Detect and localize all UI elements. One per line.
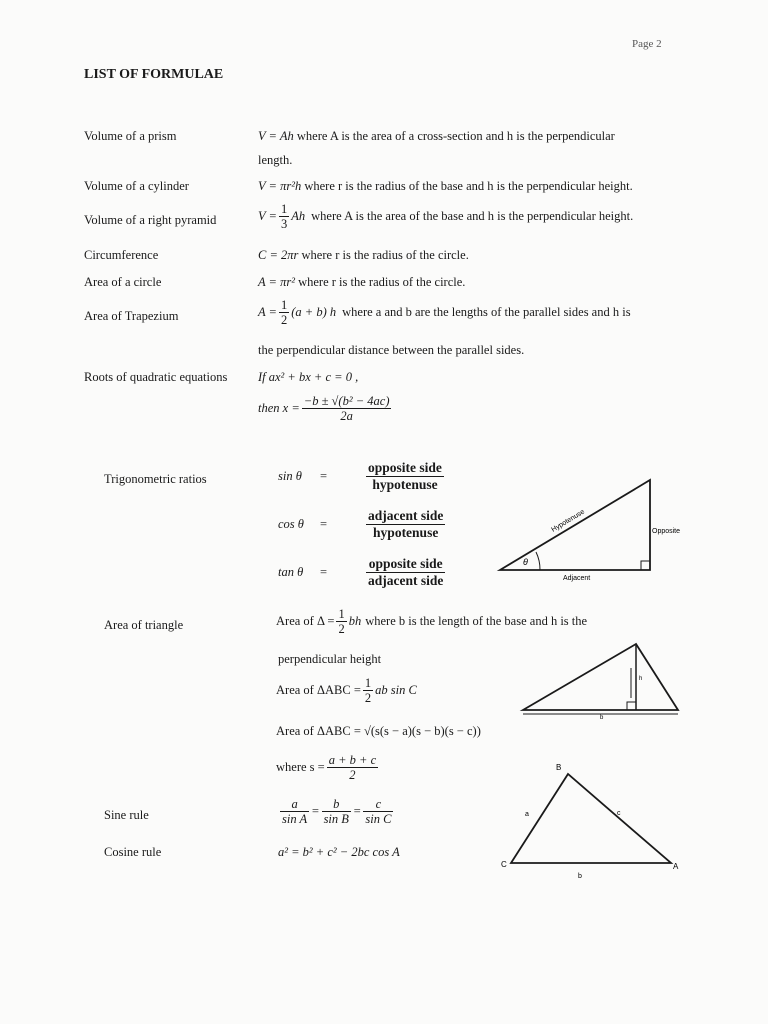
height-label: h xyxy=(639,676,643,682)
height-triangle-shape xyxy=(523,644,678,710)
trapezium-desc-2: the perpendicular distance between the parallel sides. xyxy=(258,343,525,357)
sine-f3-den: sin C xyxy=(365,812,392,827)
formula-prism xyxy=(258,129,615,144)
pyramid-desc: where A is the area of the base and h is the perpendicular height. xyxy=(311,209,634,224)
formula-pyramid xyxy=(258,202,633,232)
trapezium-fraction xyxy=(279,298,289,328)
triangle-l3-den: 2 xyxy=(364,691,372,706)
triangle-area-line4: Area of ΔABC = √(s(s − a)(s − b)(s − c)) xyxy=(276,724,481,738)
trig-cos-eq: = xyxy=(320,516,328,531)
trig-cos-fn: cos θ xyxy=(278,516,304,531)
right-triangle-diagram xyxy=(495,475,695,585)
abc-triangle-shape xyxy=(511,774,671,863)
side-b-label: b xyxy=(578,873,582,880)
hypotenuse-label: Hypotenuse xyxy=(550,508,587,534)
trapezium-lhs: A = xyxy=(258,305,277,320)
trig-sin-den: hypotenuse xyxy=(372,476,438,492)
opposite-label: Opposite xyxy=(652,528,681,535)
sine-f2-den: sin B xyxy=(323,812,349,827)
label-pyramid: Volume of a right pyramid xyxy=(84,213,217,227)
formula-cosine-rule: a² = b² + c² − 2bc cos A xyxy=(278,845,400,859)
quadratic-line1: If ax² + bx + c = 0 , xyxy=(258,370,359,384)
triangle-l5-lhs: where s = xyxy=(276,760,325,775)
theta-label: θ xyxy=(523,557,528,567)
angle-arc xyxy=(536,552,540,570)
label-circle-area: Area of a circle xyxy=(84,275,162,289)
trig-sin-eq: = xyxy=(320,468,328,483)
label-prism: Volume of a prism xyxy=(84,129,177,143)
label-triangle-area: Area of triangle xyxy=(104,618,184,632)
circumference-formula: C = 2πr xyxy=(258,248,299,262)
circle-area-formula: A = πr² xyxy=(258,275,295,289)
trig-tan-row xyxy=(278,556,447,588)
sine-f3-num: c xyxy=(363,797,393,812)
label-cosine-rule: Cosine rule xyxy=(104,845,162,859)
label-quadratic: Roots of quadratic equations xyxy=(84,370,228,384)
trig-sin-num: opposite side xyxy=(368,460,442,475)
sine-f1-num: a xyxy=(280,797,309,812)
trig-cos-row xyxy=(278,508,447,540)
trig-cos-den: hypotenuse xyxy=(373,524,439,540)
quadratic-fraction xyxy=(302,394,392,424)
sine-f2-num: b xyxy=(322,797,351,812)
triangle-l1-desc: where b is the length of the base and h is the xyxy=(365,614,588,629)
sine-f1-den: sin A xyxy=(282,812,308,827)
quadratic-den: 2a xyxy=(340,409,353,424)
trapezium-desc: where a and b are the lengths of the parallel sides and h is xyxy=(342,305,631,320)
trig-sin-fn: sin θ xyxy=(278,468,302,483)
trig-tan-eq: = xyxy=(320,564,328,579)
formula-sine-rule xyxy=(278,797,395,827)
side-c-label: c xyxy=(617,810,621,817)
formula-cylinder xyxy=(258,179,633,194)
base-label: b xyxy=(600,715,604,721)
triangle-l1-den: 2 xyxy=(338,622,345,637)
prism-desc-2: length. xyxy=(258,153,293,167)
trapezium-den: 2 xyxy=(280,313,288,328)
right-angle-marker xyxy=(641,561,650,570)
trapezium-num: 1 xyxy=(280,298,288,312)
trig-cos-num: adjacent side xyxy=(368,508,444,523)
trig-tan-den: adjacent side xyxy=(368,572,444,588)
triangle-l1-lhs: Area of Δ = xyxy=(276,614,335,629)
vertex-b-label: B xyxy=(556,763,562,772)
label-cylinder: Volume of a cylinder xyxy=(84,179,189,193)
vertex-a-label: A xyxy=(673,862,679,871)
abc-triangle-diagram xyxy=(495,757,690,887)
formula-quadratic xyxy=(258,394,393,424)
triangle-l5-fraction xyxy=(327,753,378,783)
triangle-l3-rhs: ab sin C xyxy=(375,683,417,698)
prism-desc: where A is the area of a cross-section and h is the perpendicular xyxy=(296,129,615,143)
pyramid-fraction xyxy=(279,202,289,232)
trig-cos-fraction xyxy=(366,508,445,540)
height-right-angle xyxy=(627,702,636,710)
triangle-l3-fraction xyxy=(363,676,373,706)
formula-trapezium xyxy=(258,298,631,328)
sine-eq-1: = xyxy=(311,804,320,819)
pyramid-num: 1 xyxy=(280,202,288,216)
vertex-c-label: C xyxy=(501,860,507,869)
triangle-l3-lhs: Area of ΔABC = xyxy=(276,683,361,698)
sine-frac-3 xyxy=(363,797,393,827)
trig-tan-num: opposite side xyxy=(366,556,445,573)
triangle-area-line2: perpendicular height xyxy=(278,652,382,666)
quadratic-then: then x = xyxy=(258,401,300,416)
cylinder-desc: where r is the radius of the base and h is the perpendicular height. xyxy=(304,179,633,193)
triangle-l3-num: 1 xyxy=(364,676,372,690)
page-title: LIST OF FORMULAE xyxy=(84,67,224,82)
sine-eq-2: = xyxy=(352,804,362,819)
quadratic-num: −b ± √(b² − 4ac) xyxy=(303,394,390,408)
triangle-l5-den: 2 xyxy=(349,768,356,783)
circle-area-desc: where r is the radius of the circle. xyxy=(298,275,466,289)
trig-sin-fraction xyxy=(366,460,444,492)
adjacent-label: Adjacent xyxy=(563,575,591,582)
trig-sin-row xyxy=(278,460,446,492)
label-trapezium: Area of Trapezium xyxy=(84,309,179,323)
sine-frac-1 xyxy=(280,797,309,827)
triangle-area-line1 xyxy=(276,607,587,637)
cylinder-formula: V = πr²h xyxy=(258,179,302,193)
triangle-l1-fraction xyxy=(336,607,346,637)
triangle-l1-rhs: bh xyxy=(348,614,362,629)
triangle-area-line3 xyxy=(276,676,417,706)
circumference-desc: where r is the radius of the circle. xyxy=(301,248,469,262)
trapezium-rhs: (a + b) h xyxy=(291,305,337,320)
prism-formula: V = Ah xyxy=(258,129,294,143)
pyramid-rhs: Ah xyxy=(291,209,306,224)
side-a-label: a xyxy=(525,811,529,818)
label-trig: Trigonometric ratios xyxy=(104,472,207,486)
triangle-area-line5 xyxy=(276,753,380,783)
label-circumference: Circumference xyxy=(84,248,159,262)
pyramid-den: 3 xyxy=(280,217,288,232)
sine-frac-2 xyxy=(322,797,351,827)
formula-circumference xyxy=(258,248,469,263)
height-triangle-diagram xyxy=(518,638,686,726)
page-number: Page 2 xyxy=(632,38,662,50)
trig-tan-fn: tan θ xyxy=(278,564,304,579)
triangle-l5-num: a + b + c xyxy=(328,753,377,767)
formula-circle-area xyxy=(258,275,465,290)
label-sine-rule: Sine rule xyxy=(104,808,149,822)
pyramid-lhs: V = xyxy=(258,209,277,224)
trig-tan-fraction xyxy=(366,556,445,588)
triangle-l1-num: 1 xyxy=(338,607,345,621)
